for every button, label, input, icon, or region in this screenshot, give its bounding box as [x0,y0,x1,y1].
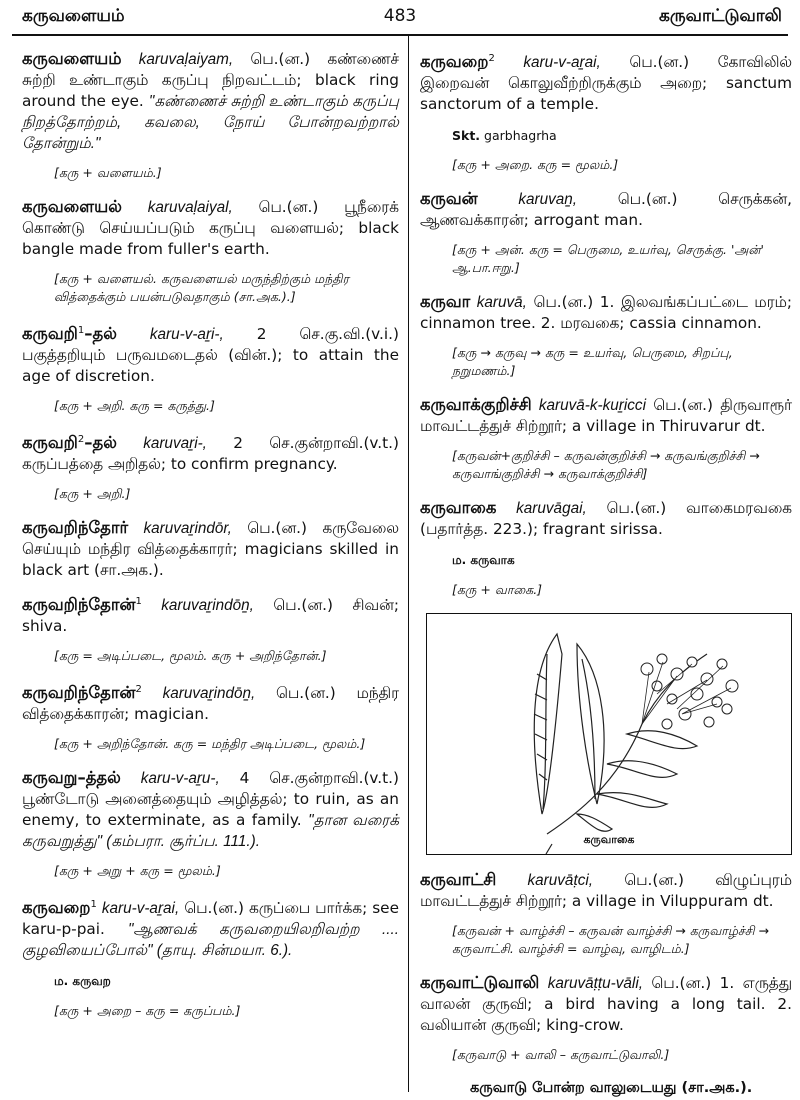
figure-caption: கருவாகை [583,833,635,847]
etymology: [கரு + அறி. கரு = கருத்து.] [54,398,215,414]
dictionary-entry [22,48,399,154]
definition: 1. எருத்து வாலன் குருவி; a bird having a long tail. 2. வலியான் குருவி; king-crow. [420,974,792,1035]
sanskrit-label: Skt. [452,128,481,144]
definition: கருவேலை செய்யும் மந்திர வித்தைக்காரர்; magicians skilled in black art (சா.அக.). [22,519,399,580]
definition: மந்திர வித்தைக்காரன்; magician. [22,684,399,724]
homograph-number: 1 [90,899,97,911]
transliteration: karuvaṟi-, [143,435,207,453]
definition: விழுப்புரம் மாவட்டத்துச் சிற்றூர்; a village in Viluppuram dt. [420,871,792,911]
part-of-speech: பெ.(ன.) [258,198,319,216]
definition: வாகைமரவகை (பதார்த்த. 223.); fragrant sirissa. [420,499,792,539]
definition: சிவன்; shiva. [22,596,399,636]
citation-quote: "கண்ணைச் சுற்றி உண்டாகும் கருப்பு நிறத்தோற்றம், கவலை, நோய் போன்றவற்றால் தோன்றும்." [22,93,399,152]
etymology: [கரு + அறி.] [54,486,131,502]
part-of-speech: 4 செ.குன்றாவி.(v.t.) [239,769,399,788]
plant-illustration-figure [426,613,792,855]
transliteration: karuvā, [476,294,527,312]
malayalam-cognate: ம. கருவாக [452,553,515,568]
part-of-speech: பெ.(ன.) [184,899,244,918]
dictionary-entry [22,679,399,725]
entry-note: கருவாடு போன்ற வாலுடையது (சா.அக.). [470,1080,753,1097]
definition: பூண்டோடு அனைத்தையும் அழித்தல்; to ruin, as an enemy, to exterminate, as a family. [22,790,399,830]
etymology: [கரு + அறிந்தோன். கரு = மந்திர அடிப்படை, மூலம்.] [54,736,366,752]
citation-quote: "தான வரைக் கருவறுத்து" (கம்பரா. சூர்ப்ப. 111.). [22,812,399,851]
part-of-speech: பெ.(ன.) [606,499,667,518]
malayalam-cognate: ம. கருவற [54,974,111,989]
headword: கருவறை [420,52,489,72]
definition: கருப்பை பார்க்க; see karu-p-pai. [22,899,399,939]
part-of-speech: பெ.(ன.) [653,396,714,415]
part-of-speech: பெ.(ன.) [250,50,311,68]
dictionary-entry [420,188,792,231]
part-of-speech: பெ.(ன.) [624,871,685,890]
sanskrit-cognate [452,125,792,146]
headword: கருவறி [22,324,78,344]
dictionary-entry [420,972,792,1036]
transliteration: karuvaṟindōṉ, [161,597,254,615]
dictionary-entry [22,767,399,852]
part-of-speech: பெ.(ன.) [275,684,336,703]
etymology: [கரு → கருவு → கரு = உயர்வு, பெருமை, சிறப்பு, நறுமணம்.] [452,345,733,379]
transliteration: karuvaḷaiyam, [138,51,234,68]
transliteration: karu-v-aṟi-, [149,326,224,344]
headword: கருவாகை [420,498,497,518]
etymology: [கரு + அறை. கரு = மூலம்.] [452,157,619,173]
headword: கருவளையல் [22,197,122,216]
etymology: [கரு + வளையம்.] [54,165,162,180]
transliteration: karu-v-aṟai, [101,900,180,918]
headword: கருவாட்சி [420,870,497,890]
header-right-guideword: கருவாட்டுவாலி [659,6,782,26]
headword: கருவறை [22,898,91,918]
headword: கருவன் [420,189,478,209]
dictionary-entry [22,429,399,475]
definition: செருக்கன், ஆணவக்காரன்; arrogant man. [420,190,792,230]
transliteration: karuvaṟindōṉ, [162,685,256,703]
part-of-speech: 2 செ.குன்றாவி.(v.t.) [233,434,399,453]
definition: கண்ணைச் சுற்றி உண்டாகும் கருப்பு நிறவட்டம்; black ring around the eye. [22,50,399,110]
dictionary-entry [420,869,792,912]
etymology: [கரு + வளையல். கருவளையல் மருந்திற்கும் மந்திர வித்தைக்கும் பயன்படுவதாகும் (சா.அக.).] [54,271,349,304]
homograph-number: 1 [77,325,85,336]
headword-suffix: –தல் [84,324,117,344]
etymology: [கரு = அடிப்படை, மூலம். கரு + அறிந்தோன்.] [54,648,327,664]
etymology: [கரு + வாகை.] [452,582,543,598]
dictionary-entry [22,894,399,961]
etymology: [கரு + அன். கரு = பெருமை, உயர்வு, செருக்கு. 'அன்' ஆ.பா.ஈறு.] [452,242,764,276]
definition: பகுத்தறியும் பருவமடைதல் (வின்.); to attain the age of discretion. [22,346,399,386]
homograph-number: 2 [488,53,495,64]
etymology: [கரு + அறு + கரு = மூலம்.] [54,863,221,879]
definition: கருப்பத்தை அறிதல்; to confirm pregnancy. [22,455,338,474]
headword: கருவறு [22,768,78,788]
part-of-speech: பெ.(ன.) [617,190,678,209]
left-column [22,48,399,1034]
headword: கருவாட்டுவாலி [420,973,540,993]
dictionary-entry [420,394,792,437]
headword: கருவறிந்தோர் [22,518,129,538]
headword: கருவறிந்தோன் [22,683,136,703]
transliteration: karuvāṭṭu-vāli, [547,975,643,993]
headword: கருவறி [22,433,78,453]
transliteration: karuvaṟindōr, [143,520,232,538]
transliteration: karu-v-aṟu-, [140,770,220,788]
page-header [12,6,788,30]
dictionary-entry [22,196,399,260]
etymology: [கருவாடு + வாலி – கருவாட்டுவாலி.] [452,1047,670,1063]
part-of-speech: பெ.(ன.) [273,596,334,615]
right-column [420,48,792,1099]
karuvagai-plant-drawing [427,614,791,854]
part-of-speech: பெ.(ன.) [629,53,690,72]
dictionary-entry [420,291,792,334]
transliteration: karu-v-aṟai, [523,54,601,72]
homograph-number: 2 [135,684,142,696]
page-number: 483 [383,6,417,26]
dictionary-entry [22,591,399,637]
column-divider [408,36,409,1092]
definition: 1. இலவங்கப்பட்டை மரம்; cinnamon tree. 2. மரவகை; cassia cinnamon. [420,293,792,333]
dictionary-entry [22,517,399,581]
headword: கருவறிந்தோன் [22,595,136,615]
header-rule [12,34,788,36]
sanskrit-word: garbhagrha [484,128,557,144]
transliteration: karuvāṭci, [527,872,593,890]
transliteration: karuvā-k-kuṟicci [538,397,646,415]
transliteration: karuvaḷaiyal, [147,199,233,216]
transliteration: karuvāgai, [516,500,587,518]
part-of-speech: பெ.(ன.) [247,519,308,538]
definition: திருவாரூர் மாவட்டத்துச் சிற்றூர்; a village in Thiruvarur dt. [420,396,792,436]
etymology: [கரு + அறை – கரு = கருப்பம்.] [54,1003,241,1019]
dictionary-entry [22,320,399,387]
part-of-speech: பெ.(ன.) [651,974,712,993]
headword: கருவாக்குறிச்சி [420,395,532,415]
header-left-guideword: கருவளையம் [22,6,125,26]
definition: பூநீரைக் கொண்டு செய்யப்படும் கருப்பு வளையல்; black bangle made from fuller's earth. [22,198,399,258]
headword-suffix: –த்தல் [77,768,121,788]
dictionary-entry [420,497,792,540]
headword: கருவளையம் [22,49,122,68]
part-of-speech: 2 செ.கு.வி.(v.i.) [256,325,399,344]
homograph-number: 1 [135,596,142,608]
etymology: [கருவன் + வாழ்ச்சி – கருவன் வாழ்ச்சி → கருவாழ்ச்சி → கருவாட்சி. வாழ்ச்சி = வாழ்வு, வாழிடம்.] [452,923,770,957]
headword-suffix: –தல் [84,433,117,453]
transliteration: karuvaṉ, [518,191,577,209]
part-of-speech: பெ.(ன.) [533,293,594,312]
dictionary-entry [420,48,792,115]
etymology: [கருவன்+குறிச்சி – கருவன்குறிச்சி → கருவங்குறிச்சி → கருவாங்குறிச்சி → கருவாக்குறிச்சி] [452,448,760,482]
definition: கோவிலில் இறைவன் கொலுவீற்றிருக்கும் அறை; sanctum sanctorum of a temple. [420,53,792,114]
homograph-number: 2 [77,434,85,446]
headword: கருவா [420,292,471,312]
citation-quote: "ஆணவக் கருவறையிலறிவற்ற .... குழவியைப்போல்" (தாயு. சின்மயா. 6.). [22,921,399,960]
